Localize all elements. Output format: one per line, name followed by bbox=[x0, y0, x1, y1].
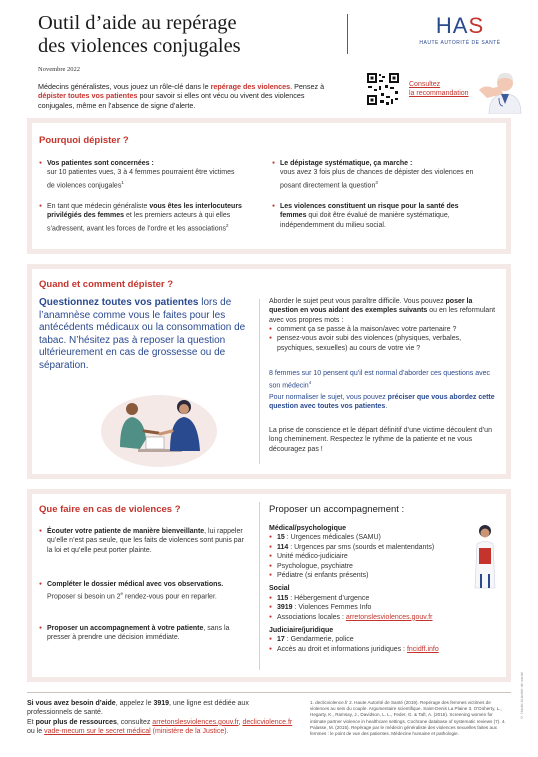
normalize-tip: Pour normaliser le sujet, vous pouvez préciser que vous abordez cette question avec toutes vos patientes. bbox=[269, 394, 495, 411]
patience-note: La prise de conscience et le départ définitif d’une victime découlent d’un long cheminement. Respectez le rythme de la patiente et ne vous découragez pas ! bbox=[269, 427, 492, 453]
footer-link-arretons[interactable]: arretonslesviolences.gouv.fr bbox=[152, 718, 239, 726]
social-item-2: ● 3919 : Violences Femmes Info bbox=[269, 603, 469, 612]
action-record: ● Compléter le dossier médical avec vos observations. Proposer si besoin un 2e rendez-vous pour en reparler. bbox=[39, 580, 244, 602]
why-bullet-concerned: ● Vos patientes sont concernées : sur 10 patientes vues, 3 à 4 femmes pourraient être victimes de violences conjugales$^1$ bbox=[39, 159, 239, 191]
section-title-why: Pourquoi dépister ? bbox=[39, 135, 129, 146]
medical-item-1: ● 15 : Urgences médicales (SAMU) bbox=[269, 533, 469, 542]
legal-item-2: ● Accès au droit et informations juridiques : fncidff.info bbox=[269, 645, 469, 654]
footnote-references: 1. declicviolence.fr 2. Haute Autorité de Santé (2019). Repérage des femmes victimes de violences au sein du couple. Argumentaire scientifique. Saint-Denis La Plaine 3. O’Doherty, L., Hegarty, K., Ramsay, J., Davidson, L. L., Feder, G. & Taft, A. (2015). Screening women for intimate partner violence in healthcare settings. Cochrane database of systematic reviews (7). 4. Palasse, M. (2015). Repérage par le médecin généraliste des violences sexuelles faites aux femmes : le point de vue des patientes. Médecine humaine et pathologie. bbox=[310, 700, 506, 737]
copyright-vertical: © Haute Autorité de santé bbox=[519, 672, 524, 720]
example-questions bbox=[269, 325, 497, 353]
medical-item-2: ● 114 : Urgences par sms (sourds et malentendants) bbox=[269, 543, 469, 552]
why-bullet-risk: ● Les violences constituent un risque pour la santé des femmes qui doit être évalué de manière systématique, indépendemment du milieu social. bbox=[272, 202, 477, 230]
arretonslesviolences-link[interactable]: arretonslesviolences.gouv.fr bbox=[345, 613, 433, 621]
when-how-approach: Aborder le sujet peut vous paraître difficile. Vous pouvez poser la question en vous aidant des exemples suivants ou en les reformulant avec vos propres mots : bbox=[269, 298, 496, 324]
nurse-illustration-icon bbox=[468, 522, 502, 592]
medical-item-3: ● Unité médico-judiciaire bbox=[269, 552, 469, 561]
legal-item-1: ● 17 : Gendarmerie, police bbox=[269, 635, 469, 644]
medical-item-5: ● Pédiatre (si enfants présents) bbox=[269, 571, 469, 580]
support-group-social: Social bbox=[269, 585, 290, 593]
section-title-support: Proposer un accompagnement : bbox=[269, 504, 405, 515]
action-support: ● Proposer un accompagnement à votre patiente, sans la presser à prendre une décision immédiate. bbox=[39, 624, 244, 643]
card-when-how bbox=[32, 269, 506, 474]
medical-item-4: ● Psychologue, psychiatre bbox=[269, 562, 469, 571]
example-question-1: ● comment ça se passe à la maison/avec votre partenaire ? bbox=[269, 325, 497, 334]
section-title-what-to-do: Que faire en cas de violences ? bbox=[39, 504, 181, 515]
what-to-do-divider bbox=[259, 502, 260, 670]
support-directory bbox=[269, 524, 469, 654]
when-how-divider bbox=[259, 299, 260, 464]
card-what-to-do bbox=[32, 494, 506, 677]
when-how-lead: Questionnez toutes vos patientes lors de l’anamnèse comme vous le faites pour les antécédents médicaux ou la consommation de tabac. N’hésitez pas à reposer la question ultérieurement en cas de grossesse ou de séparation. bbox=[39, 297, 246, 371]
section-title-when-how: Quand et comment dépister ? bbox=[39, 279, 174, 290]
page-title bbox=[38, 12, 338, 58]
action-listen: ● Écouter votre patiente de manière bienveillante, lui rappeler qu’elle n’est pas seule, que les faits de violences sont punis par la loi et qu’elle peut porter plainte. bbox=[39, 527, 244, 555]
title-line-1: Outil d’aide au repérage bbox=[38, 12, 237, 34]
example-question-2: ● pensez-vous avoir subi des violences (physiques, verbales, psychiques, sexuelles) au cours de votre vie ? bbox=[269, 334, 497, 353]
why-bullet-systematic: ● Le dépistage systématique, ça marche : vous avez 3 fois plus de chances de dépister des violences en posant directement la question$^3$ bbox=[272, 159, 477, 191]
title-line-2: des violences conjugales bbox=[38, 35, 241, 57]
social-item-assoc: ● Associations locales : arretonslesviolences.gouv.fr bbox=[269, 613, 469, 622]
recommendation-link[interactable]: Consultez la recommandation bbox=[409, 81, 469, 97]
footer-rule bbox=[27, 692, 511, 693]
qr-code-icon[interactable] bbox=[366, 72, 400, 106]
support-group-medical: Médical/psychologique bbox=[269, 525, 347, 532]
fncidff-link[interactable]: fncidff.info bbox=[406, 645, 439, 653]
publication-date: Novembre 2022 bbox=[38, 66, 81, 73]
footer-help: Si vous avez besoin d’aide, appelez le 3919, une ligne est dédiée aux professionnels de santé. Et pour plus de ressources, consultez arretonslesviolences.gouv.fr, declicviolence.fr ou le vade-mecum sur le secret médical (ministère de la Justice). bbox=[27, 700, 293, 736]
intro-text: Médecins généralistes, vous jouez un rôle-clé dans le repérage des violences. Pensez à dépister toutes vos patientes pour savoir si elles ont vécu ou vivent des violences conjugales, même en l’absence de signe d’alerte. bbox=[38, 82, 325, 110]
social-item-1: ● 115 : Hébergement d’urgence bbox=[269, 594, 469, 603]
consultation-illustration-icon bbox=[94, 387, 224, 469]
stat-normal-to-discuss: 8 femmes sur 10 pensent qu’il est normal d’aborder ces questions avec son médecin$^4$ bbox=[269, 370, 491, 390]
support-group-legal: Judiciaire/juridique bbox=[269, 627, 334, 635]
doctor-illustration-icon bbox=[475, 64, 525, 114]
header-divider bbox=[347, 14, 348, 54]
footer-link-declic[interactable]: declicviolence.fr bbox=[242, 718, 293, 726]
why-bullet-interlocutors: ● En tant que médecin généraliste vous êtes les interlocuteurs privilégiés des femmes et les premiers acteurs à qui elles s’adressent, avant les forces de l’ordre et les associations$^2$ bbox=[39, 202, 244, 234]
has-logo: HAS HAUTE AUTORITÉ DE SANTÉ bbox=[419, 13, 501, 46]
footer-link-vademecum[interactable]: vade-mecum sur le secret médical bbox=[44, 728, 151, 736]
card-why-screen bbox=[32, 123, 506, 249]
